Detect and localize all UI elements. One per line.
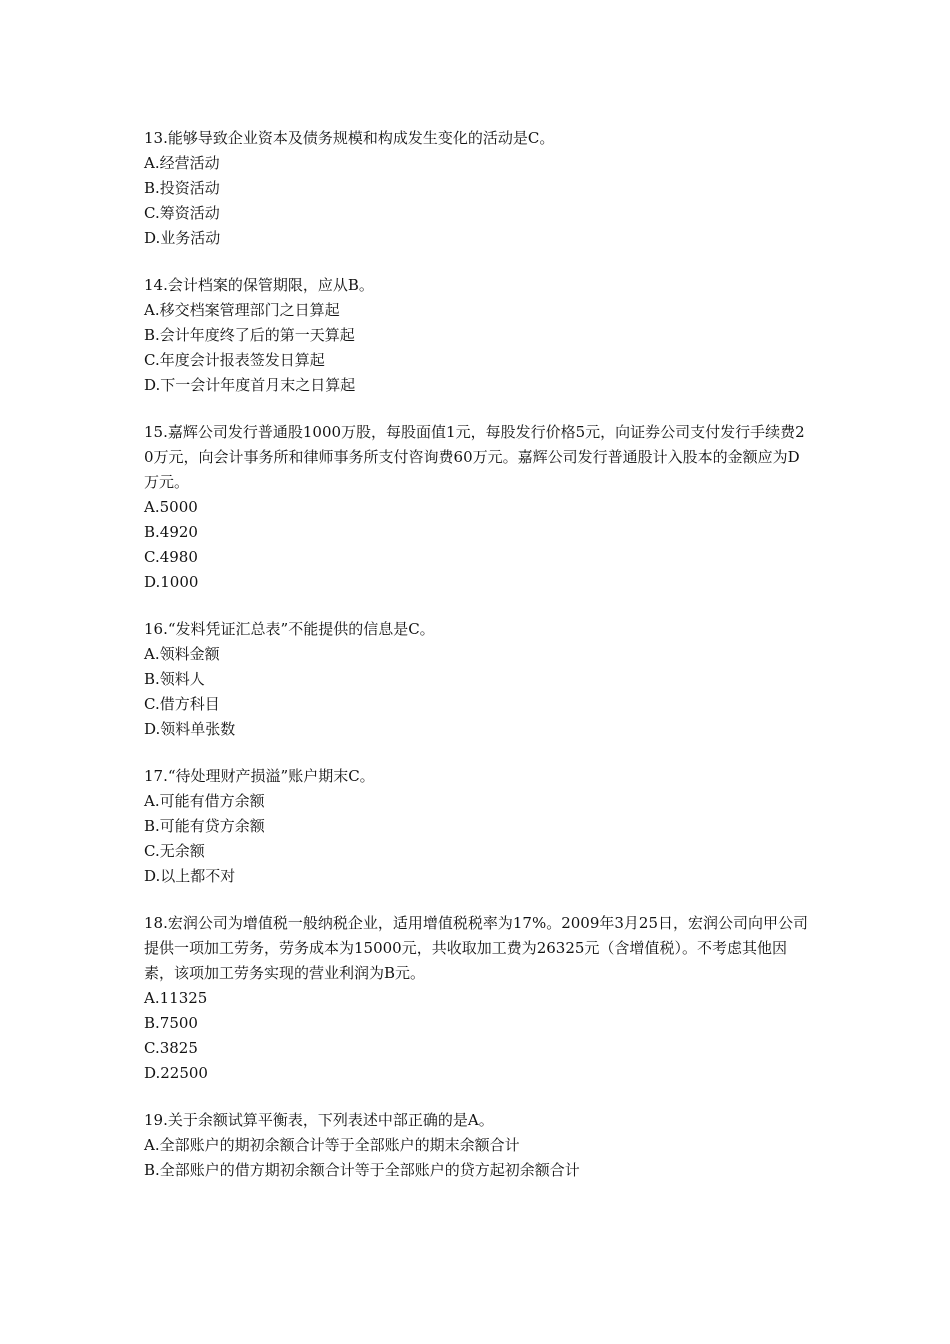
option-a: A.11325 <box>144 989 208 1007</box>
option-d: D.1000 <box>144 573 199 591</box>
document-page <box>144 126 814 1205</box>
option-b: B.可能有贷方余额 <box>144 817 265 835</box>
option-d: D.22500 <box>144 1064 208 1082</box>
question-14 <box>144 273 814 398</box>
option-d: D.下一会计年度首月末之日算起 <box>144 376 356 394</box>
question-stem: 19.关于余额试算平衡表，下列表述中部正确的是A。 <box>144 1111 494 1129</box>
option-c: C.无余额 <box>144 842 205 860</box>
option-b: B.7500 <box>144 1014 198 1032</box>
option-d: D.以上都不对 <box>144 867 236 885</box>
option-d: D.领料单张数 <box>144 720 236 738</box>
question-stem: 17.“待处理财产损溢”账户期末C。 <box>144 767 375 785</box>
question-stem: 15.嘉辉公司发行普通股1000万股，每股面值1元，每股发行价格5元，向证券公司支付发行手续费20万元，向会计事务所和律师事务所支付咨询费60万元。嘉辉公司发行普通股计入股本的金额应为D万元。 <box>144 423 805 491</box>
question-stem: 18.宏润公司为增值税一般纳税企业，适用增值税税率为17%。2009年3月25日，宏润公司向甲公司提供一项加工劳务，劳务成本为15000元，共收取加工费为26325元（含增值税）。不考虑其他因素，该项加工劳务实现的营业利润为B元。 <box>144 914 809 982</box>
option-a: A.移交档案管理部门之日算起 <box>144 301 340 319</box>
option-b: B.领料人 <box>144 670 205 688</box>
option-c: C.3825 <box>144 1039 198 1057</box>
question-stem: 13.能够导致企业资本及债务规模和构成发生变化的活动是C。 <box>144 129 555 147</box>
question-16 <box>144 617 814 742</box>
option-a: A.5000 <box>144 498 198 516</box>
option-c: C.4980 <box>144 548 198 566</box>
option-b: B.全部账户的借方期初余额合计等于全部账户的贷方起初余额合计 <box>144 1161 580 1179</box>
question-19 <box>144 1108 814 1183</box>
option-a: A.领料金额 <box>144 645 220 663</box>
option-d: D.业务活动 <box>144 229 221 247</box>
option-a: A.可能有借方余额 <box>144 792 265 810</box>
question-13 <box>144 126 814 251</box>
option-a: A.全部账户的期初余额合计等于全部账户的期末余额合计 <box>144 1136 520 1154</box>
option-b: B.会计年度终了后的第一天算起 <box>144 326 355 344</box>
option-b: B.投资活动 <box>144 179 220 197</box>
option-c: C.筹资活动 <box>144 204 220 222</box>
question-15 <box>144 420 814 595</box>
question-17 <box>144 764 814 889</box>
option-a: A.经营活动 <box>144 154 220 172</box>
option-b: B.4920 <box>144 523 198 541</box>
option-c: C.借方科目 <box>144 695 220 713</box>
question-stem: 14.会计档案的保管期限，应从B。 <box>144 276 374 294</box>
question-18 <box>144 911 814 1086</box>
option-c: C.年度会计报表签发日算起 <box>144 351 325 369</box>
question-stem: 16.“发料凭证汇总表”不能提供的信息是C。 <box>144 620 435 638</box>
